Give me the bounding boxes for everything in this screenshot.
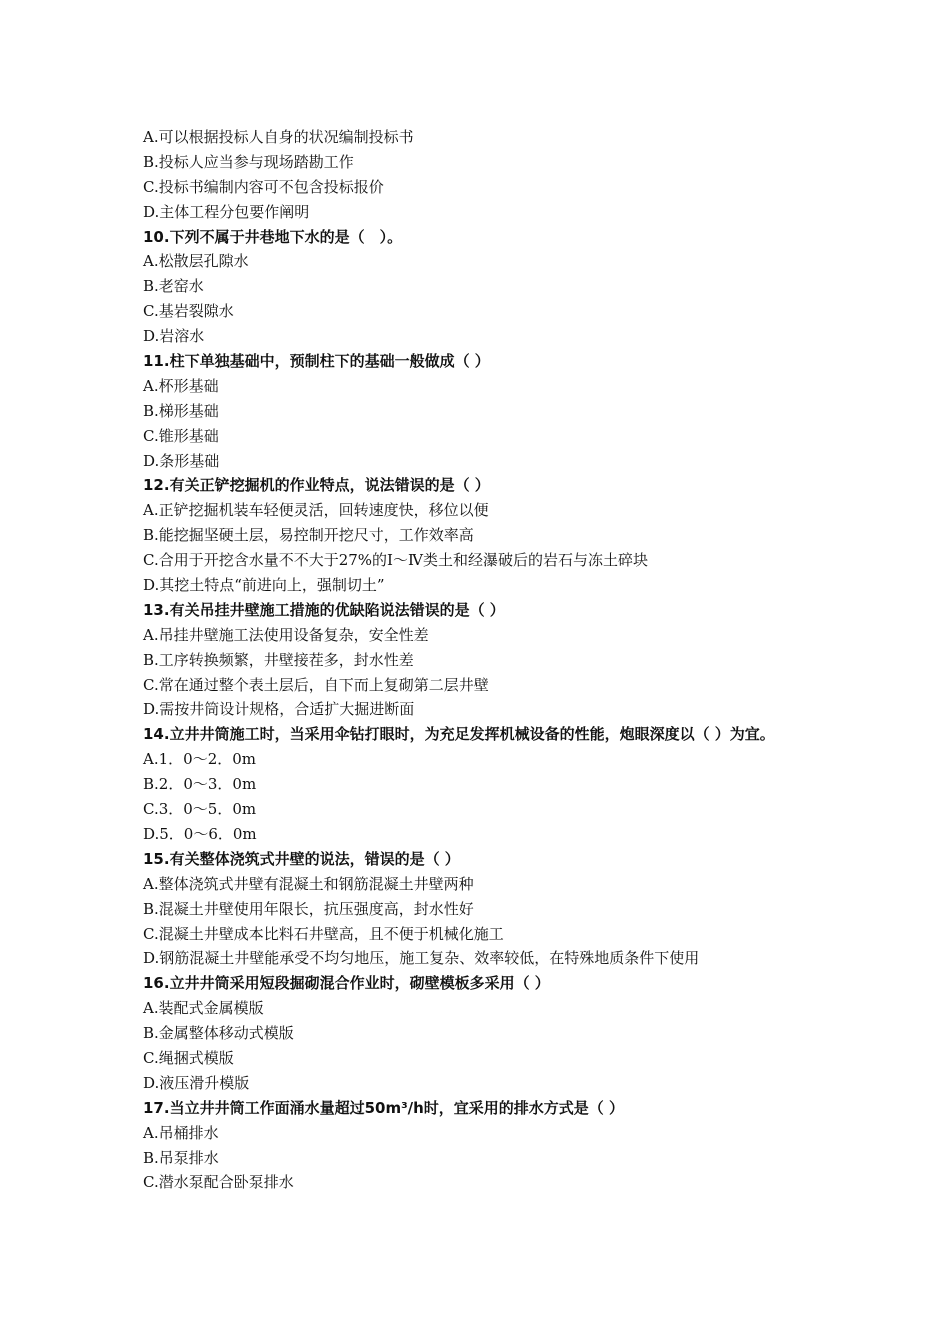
option-line: B.梯形基础 bbox=[143, 401, 219, 420]
option-line: A.整体浇筑式井壁有混凝土和钢筋混凝土井壁两种 bbox=[143, 874, 474, 893]
option-line: B.混凝土井壁使用年限长，抗压强度高，封水性好 bbox=[143, 899, 474, 918]
option-line: C.投标书编制内容可不包含投标报价 bbox=[143, 177, 384, 196]
option-line: B.2．0～3．0m bbox=[143, 775, 257, 794]
option-line: D.条形基础 bbox=[143, 451, 220, 470]
option-line: A.正铲挖掘机装车轻便灵活，回转速度快，移位以便 bbox=[143, 501, 489, 520]
question-list bbox=[143, 125, 823, 1195]
option-line: C.合用于开挖含水量不不大于27%的Ⅰ～Ⅳ类土和经瀑破后的岩石与冻土碎块 bbox=[143, 551, 648, 570]
option-line: D.液压滑升模版 bbox=[143, 1073, 250, 1092]
option-line: A.可以根据投标人自身的状况编制投标书 bbox=[143, 128, 414, 146]
question-15: 15.有关整体浇筑式井壁的说法，错误的是（ ） bbox=[143, 849, 460, 868]
option-line: A.松散层孔隙水 bbox=[143, 252, 249, 271]
option-line: A.装配式金属模版 bbox=[143, 999, 264, 1018]
option-line: C.混凝土井壁成本比料石井壁高，且不便于机械化施工 bbox=[143, 924, 504, 943]
option-line: B.工序转换频繁，井壁接茬多，封水性差 bbox=[143, 650, 414, 669]
question-16: 16.立井井筒采用短段掘砌混合作业时，砌壁模板多采用（ ） bbox=[143, 974, 550, 993]
option-line: C.基岩裂隙水 bbox=[143, 302, 234, 321]
option-line: C.潜水泵配合卧泵排水 bbox=[143, 1173, 294, 1192]
option-line: B.金属整体移动式模版 bbox=[143, 1024, 294, 1043]
option-line: C.锥形基础 bbox=[143, 426, 219, 445]
question-13: 13.有关吊挂井壁施工措施的优缺陷说法错误的是（ ） bbox=[143, 600, 505, 619]
option-line: C.3．0～5．0m bbox=[143, 800, 257, 819]
question-10: 10.下列不属于井巷地下水的是（ ）。 bbox=[143, 227, 403, 246]
option-line: D.主体工程分包要作阐明 bbox=[143, 202, 310, 221]
option-line: D.需按井筒设计规格，合适扩大掘进断面 bbox=[143, 700, 415, 719]
option-line: A.吊挂井壁施工法使用设备复杂，安全性差 bbox=[143, 625, 429, 644]
option-line: D.钢筋混凝土井壁能承受不均匀地压，施工复杂、效率较低，在特殊地质条件下使用 bbox=[143, 949, 700, 968]
question-17: 17.当立井井筒工作面涌水量超过50m³/h时，宜采用的排水方式是（ ） bbox=[143, 1098, 625, 1117]
question-11: 11.柱下单独基础中，预制柱下的基础一般做成（ ） bbox=[143, 352, 490, 371]
option-line: B.投标人应当参与现场踏勘工作 bbox=[143, 152, 354, 171]
option-line: A.1．0～2．0m bbox=[143, 750, 256, 769]
option-line: C.常在通过整个表土层后，自下而上复砌第二层井壁 bbox=[143, 675, 489, 694]
option-line: B.吊泵排水 bbox=[143, 1148, 219, 1167]
option-line: D.岩溶水 bbox=[143, 327, 205, 346]
option-line: D.其挖土特点“前进向上，强制切土” bbox=[143, 576, 385, 595]
option-line: C.绳捆式模版 bbox=[143, 1048, 234, 1067]
option-line: B.老窑水 bbox=[143, 277, 204, 296]
question-12: 12.有关正铲挖掘机的作业特点，说法错误的是（ ） bbox=[143, 476, 490, 495]
option-line: A.杯形基础 bbox=[143, 376, 219, 395]
option-line: D.5．0～6．0m bbox=[143, 824, 257, 843]
option-line: A.吊桶排水 bbox=[143, 1123, 219, 1142]
question-14: 14.立井井筒施工时，当采用伞钻打眼时，为充足发挥机械设备的性能，炮眼深度以（ ）为宜。 bbox=[143, 725, 775, 744]
option-line: B.能挖掘坚硬土层，易控制开挖尺寸，工作效率高 bbox=[143, 526, 474, 545]
